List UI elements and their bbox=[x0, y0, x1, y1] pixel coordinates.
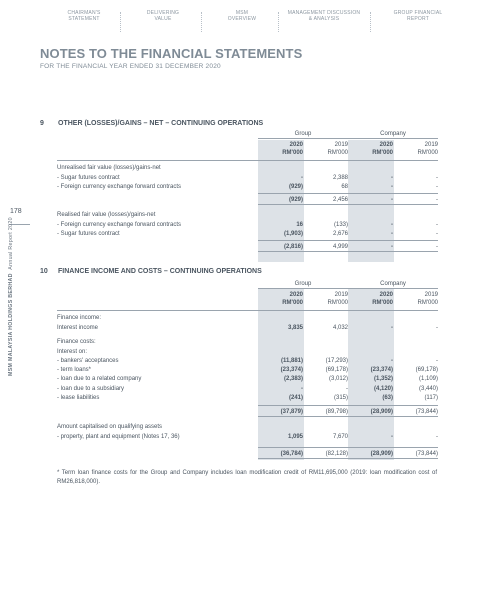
nav-delivering-value[interactable] bbox=[133, 10, 193, 22]
table-cell: (117) bbox=[424, 395, 438, 401]
subtotal-rule bbox=[258, 405, 438, 406]
table-cell: 7,670 bbox=[332, 434, 348, 440]
year: 2020 bbox=[289, 292, 303, 298]
total-rule bbox=[258, 240, 438, 241]
nav-line2: VALUE bbox=[154, 16, 172, 22]
unit: RM'000 bbox=[417, 150, 438, 156]
table-cell: - bbox=[436, 222, 438, 228]
table-cell: 1,095 bbox=[287, 434, 303, 440]
year: 2019 bbox=[334, 142, 348, 148]
year: 2019 bbox=[424, 292, 438, 298]
table-rule bbox=[57, 310, 438, 311]
unit: RM'000 bbox=[372, 150, 393, 156]
top-navigation bbox=[40, 10, 460, 36]
col-company-2019 bbox=[393, 291, 438, 307]
row-label: - term loans* bbox=[57, 367, 92, 373]
table-cell: - bbox=[391, 434, 393, 440]
table-cell: (69,178) bbox=[325, 367, 348, 373]
table-cell: - bbox=[391, 222, 393, 228]
year: 2020 bbox=[379, 142, 393, 148]
table-cell: - bbox=[301, 386, 303, 392]
table-cell: - bbox=[391, 231, 393, 237]
unit: RM'000 bbox=[282, 150, 303, 156]
company-header-rule bbox=[348, 138, 438, 139]
table-cell: (37,879) bbox=[280, 409, 303, 415]
table-cell: (89,798) bbox=[325, 409, 348, 415]
row-label: Interest income bbox=[57, 325, 99, 331]
table-cell: (73,844) bbox=[415, 451, 438, 457]
unit: RM'000 bbox=[327, 300, 348, 306]
side-company-name: MSM MALAYSIA HOLDINGS BERHAD bbox=[8, 273, 14, 376]
page-subtitle: FOR THE FINANCIAL YEAR ENDED 31 DECEMBER 2020 bbox=[40, 63, 221, 70]
year: 2020 bbox=[379, 292, 393, 298]
table-cell: (28,909) bbox=[370, 409, 393, 415]
row-label: - Foreign currency exchange forward contracts bbox=[57, 222, 182, 228]
table-cell: - bbox=[391, 184, 393, 190]
table-cell: - bbox=[301, 175, 303, 181]
nav-line2: & ANALYSIS bbox=[308, 16, 340, 22]
table-cell: - bbox=[436, 434, 438, 440]
footnote: * Term loan finance costs for the Group and Company includes loan modification credit of RM11,695,000 (2019: loan modification cost of RM26,818,000). bbox=[57, 470, 437, 485]
note-title: FINANCE INCOME AND COSTS – CONTINUING OPERATIONS bbox=[58, 268, 262, 275]
nav-chairmans-statement[interactable] bbox=[54, 10, 114, 22]
table-cell: (17,293) bbox=[325, 358, 348, 364]
table-cell: - bbox=[391, 325, 393, 331]
note-title: OTHER (LOSSES)/GAINS – NET – CONTINUING OPERATIONS bbox=[58, 120, 264, 127]
table-cell: - bbox=[391, 197, 393, 203]
col-group-2019 bbox=[303, 291, 348, 307]
note-number: 10 bbox=[40, 268, 48, 275]
company-label: Company bbox=[380, 131, 406, 137]
nav-line2: STATEMENT bbox=[68, 16, 100, 22]
nav-group-financial-report[interactable] bbox=[376, 10, 460, 22]
row-label: - property, plant and equipment (Notes 17, 36) bbox=[57, 434, 180, 440]
total-rule bbox=[258, 251, 438, 252]
table-cell: - bbox=[436, 244, 438, 250]
group-header-rule bbox=[258, 138, 348, 139]
nav-line2: REPORT bbox=[407, 16, 429, 22]
table-cell: (4,120) bbox=[373, 386, 393, 392]
side-report-label bbox=[8, 217, 14, 376]
nav-line1: MANAGEMENT DISCUSSION bbox=[287, 10, 361, 16]
table-cell: (82,128) bbox=[325, 451, 348, 457]
table-cell: (23,374) bbox=[280, 367, 303, 373]
row-label: Interest on: bbox=[57, 349, 88, 355]
subtotal-rule bbox=[258, 193, 438, 194]
company-header bbox=[348, 131, 438, 139]
nav-line1: GROUP FINANCIAL bbox=[393, 10, 443, 16]
table-cell: (28,909) bbox=[370, 451, 393, 457]
table-cell: - bbox=[391, 175, 393, 181]
nav-line1: MSM bbox=[235, 10, 249, 16]
note-9-heading bbox=[40, 120, 263, 127]
row-label: - Sugar futures contract bbox=[57, 175, 120, 181]
table-cell: (11,881) bbox=[280, 358, 303, 364]
row-label: Finance income: bbox=[57, 315, 102, 321]
table-cell: (929) bbox=[288, 184, 303, 190]
table-cell: (929) bbox=[288, 197, 303, 203]
table-cell: 16 bbox=[296, 222, 303, 228]
table-cell: - bbox=[391, 244, 393, 250]
row-label: - Sugar futures contract bbox=[57, 231, 120, 237]
table-cell: (315) bbox=[333, 395, 348, 401]
table-cell: (3,440) bbox=[418, 386, 438, 392]
table-cell: (241) bbox=[288, 395, 303, 401]
table-cell: (36,784) bbox=[280, 451, 303, 457]
table-cell: - bbox=[436, 184, 438, 190]
table-cell: (63) bbox=[382, 395, 393, 401]
table-cell: 2,456 bbox=[332, 197, 348, 203]
table-cell: (3,012) bbox=[328, 376, 348, 382]
col-company-2020 bbox=[348, 141, 393, 157]
table-cell: 68 bbox=[341, 184, 348, 190]
row-label: - lease liabilities bbox=[57, 395, 100, 401]
subtotal-rule bbox=[258, 204, 438, 205]
table-cell: - bbox=[436, 175, 438, 181]
table-cell: - bbox=[436, 231, 438, 237]
table-cell: 4,032 bbox=[332, 325, 348, 331]
nav-management-discussion[interactable] bbox=[284, 10, 364, 22]
row-label: - loan due to a subsidiary bbox=[57, 386, 125, 392]
table-cell: - bbox=[346, 386, 348, 392]
col-group-2020 bbox=[258, 291, 303, 307]
table-cell: (1,352) bbox=[373, 376, 393, 382]
page-title: NOTES TO THE FINANCIAL STATEMENTS bbox=[40, 46, 303, 61]
page-number: 178 bbox=[10, 208, 22, 215]
total-rule bbox=[258, 447, 438, 448]
group-header bbox=[258, 281, 348, 289]
note-10-heading bbox=[40, 268, 262, 275]
note-number: 9 bbox=[40, 120, 44, 127]
side-report-title: Annual Report 2020 bbox=[8, 217, 14, 270]
row-label: - Foreign currency exchange forward contracts bbox=[57, 184, 182, 190]
subtotal-rule bbox=[258, 416, 438, 417]
nav-line1: DELIVERING bbox=[146, 10, 180, 16]
company-header bbox=[348, 281, 438, 289]
nav-divider bbox=[370, 12, 371, 32]
row-label: Finance costs: bbox=[57, 339, 96, 345]
group-header-rule bbox=[258, 288, 348, 289]
col-company-2019 bbox=[393, 141, 438, 157]
nav-divider bbox=[120, 12, 121, 32]
row-label: - bankers' acceptances bbox=[57, 358, 119, 364]
table-cell: (133) bbox=[333, 222, 348, 228]
row-label: Unrealised fair value (losses)/gains-net bbox=[57, 165, 161, 171]
group-label: Group bbox=[294, 281, 312, 287]
table-cell: (69,178) bbox=[415, 367, 438, 373]
group-label: Group bbox=[294, 131, 312, 137]
table-rule bbox=[57, 160, 438, 161]
table-cell: 2,676 bbox=[332, 231, 348, 237]
table-cell: - bbox=[436, 325, 438, 331]
table-cell: (1,109) bbox=[418, 376, 438, 382]
group-header bbox=[258, 131, 348, 139]
unit: RM'000 bbox=[282, 300, 303, 306]
year: 2019 bbox=[334, 292, 348, 298]
nav-line2: OVERVIEW bbox=[227, 16, 257, 22]
unit: RM'000 bbox=[327, 150, 348, 156]
total-rule bbox=[258, 458, 438, 459]
col-group-2020 bbox=[258, 141, 303, 157]
company-label: Company bbox=[380, 281, 406, 287]
year: 2020 bbox=[289, 142, 303, 148]
table-cell: 3,835 bbox=[287, 325, 303, 331]
row-label: Amount capitalised on qualifying assets bbox=[57, 424, 163, 430]
nav-divider bbox=[278, 12, 279, 32]
col-company-2020 bbox=[348, 291, 393, 307]
unit: RM'000 bbox=[372, 300, 393, 306]
row-label: Realised fair value (losses)/gains-net bbox=[57, 212, 156, 218]
table-cell: - bbox=[391, 358, 393, 364]
table-cell: - bbox=[436, 197, 438, 203]
table-cell: (2,383) bbox=[283, 376, 303, 382]
nav-divider bbox=[201, 12, 202, 32]
year: 2019 bbox=[424, 142, 438, 148]
col-group-2019 bbox=[303, 141, 348, 157]
table-cell: (23,374) bbox=[370, 367, 393, 373]
unit: RM'000 bbox=[417, 300, 438, 306]
table-cell: 2,388 bbox=[332, 175, 348, 181]
table-cell: - bbox=[436, 358, 438, 364]
table-cell: (73,844) bbox=[415, 409, 438, 415]
table-cell: (1,903) bbox=[283, 231, 303, 237]
table-cell: (2,816) bbox=[283, 244, 303, 250]
row-label: - loan due to a related company bbox=[57, 376, 142, 382]
table-cell: 4,999 bbox=[332, 244, 348, 250]
nav-msm-overview[interactable] bbox=[212, 10, 272, 22]
nav-line1: CHAIRMAN'S bbox=[67, 10, 101, 16]
company-header-rule bbox=[348, 288, 438, 289]
